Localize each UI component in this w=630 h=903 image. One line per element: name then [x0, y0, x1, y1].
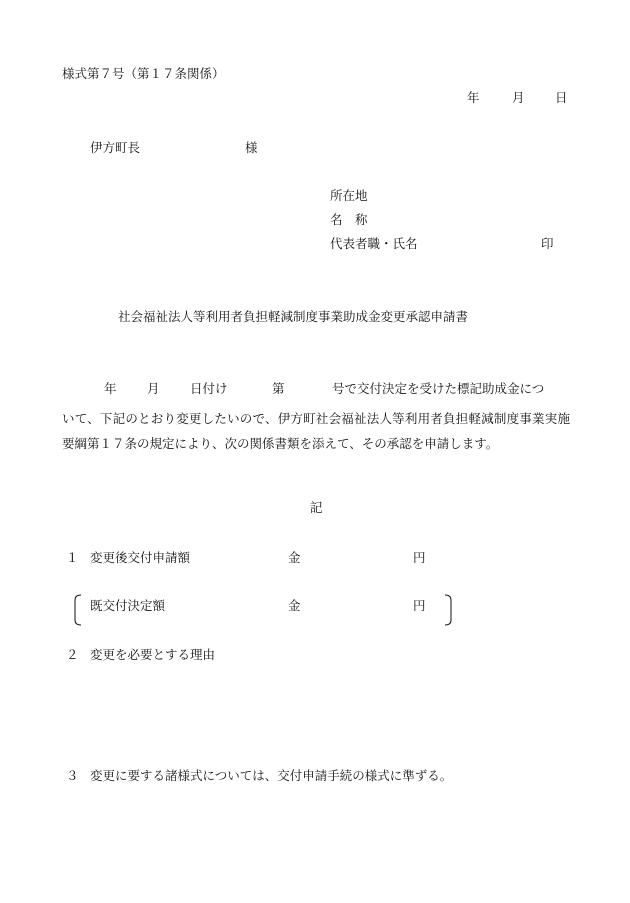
item-1-number: １ [66, 550, 79, 565]
item-2-label: 変更を必要とする理由 [90, 647, 216, 662]
intro-number-prefix: 第 [272, 381, 285, 396]
item-3-label: 変更に要する諸様式については、交付申請手続の様式に準ずる。 [90, 768, 453, 783]
date-year-label: 年 [467, 90, 480, 105]
ki-heading: 記 [310, 500, 323, 515]
date-month-label: 月 [512, 90, 525, 105]
intro-year: 年 [104, 381, 117, 396]
item-3-number: ３ [66, 768, 79, 783]
left-bracket-icon [74, 594, 82, 626]
addressee-honorific: 様 [245, 140, 258, 155]
date-day-label: 日 [555, 90, 568, 105]
item-1-currency: 金 [288, 550, 301, 565]
right-bracket-icon [444, 594, 452, 626]
applicant-address-label: 所在地 [330, 188, 368, 203]
intro-text-rest: いて、下記のとおり変更したいので、伊方町社会福祉法人等利用者負担軽減制度事業実施要綱第１７条の規定により、次の関係書類を添えて、その承認を申請します。 [62, 411, 570, 451]
intro-text-line1: 号で交付決定を受けた標記助成金につ [332, 381, 545, 396]
seal-mark: 印 [541, 236, 554, 251]
applicant-rep-label: 代表者職・氏名 [330, 236, 418, 251]
form-label: 様式第７号（第１７条関係） [62, 66, 225, 81]
addressee-name: 伊方町長 [90, 140, 141, 155]
prior-amount-label: 既交付決定額 [90, 598, 166, 613]
applicant-name-label: 名 称 [330, 212, 368, 227]
item-2-number: ２ [66, 647, 79, 662]
intro-date-suffix: 日付け [190, 381, 228, 396]
prior-amount-currency: 金 [288, 598, 301, 613]
intro-month: 月 [147, 381, 160, 396]
document-title: 社会福祉法人等利用者負担軽減制度事業助成金変更承認申請書 [118, 309, 469, 324]
item-1-unit: 円 [413, 550, 426, 565]
item-1-label: 変更後交付申請額 [90, 550, 191, 565]
prior-amount-unit: 円 [413, 598, 426, 613]
